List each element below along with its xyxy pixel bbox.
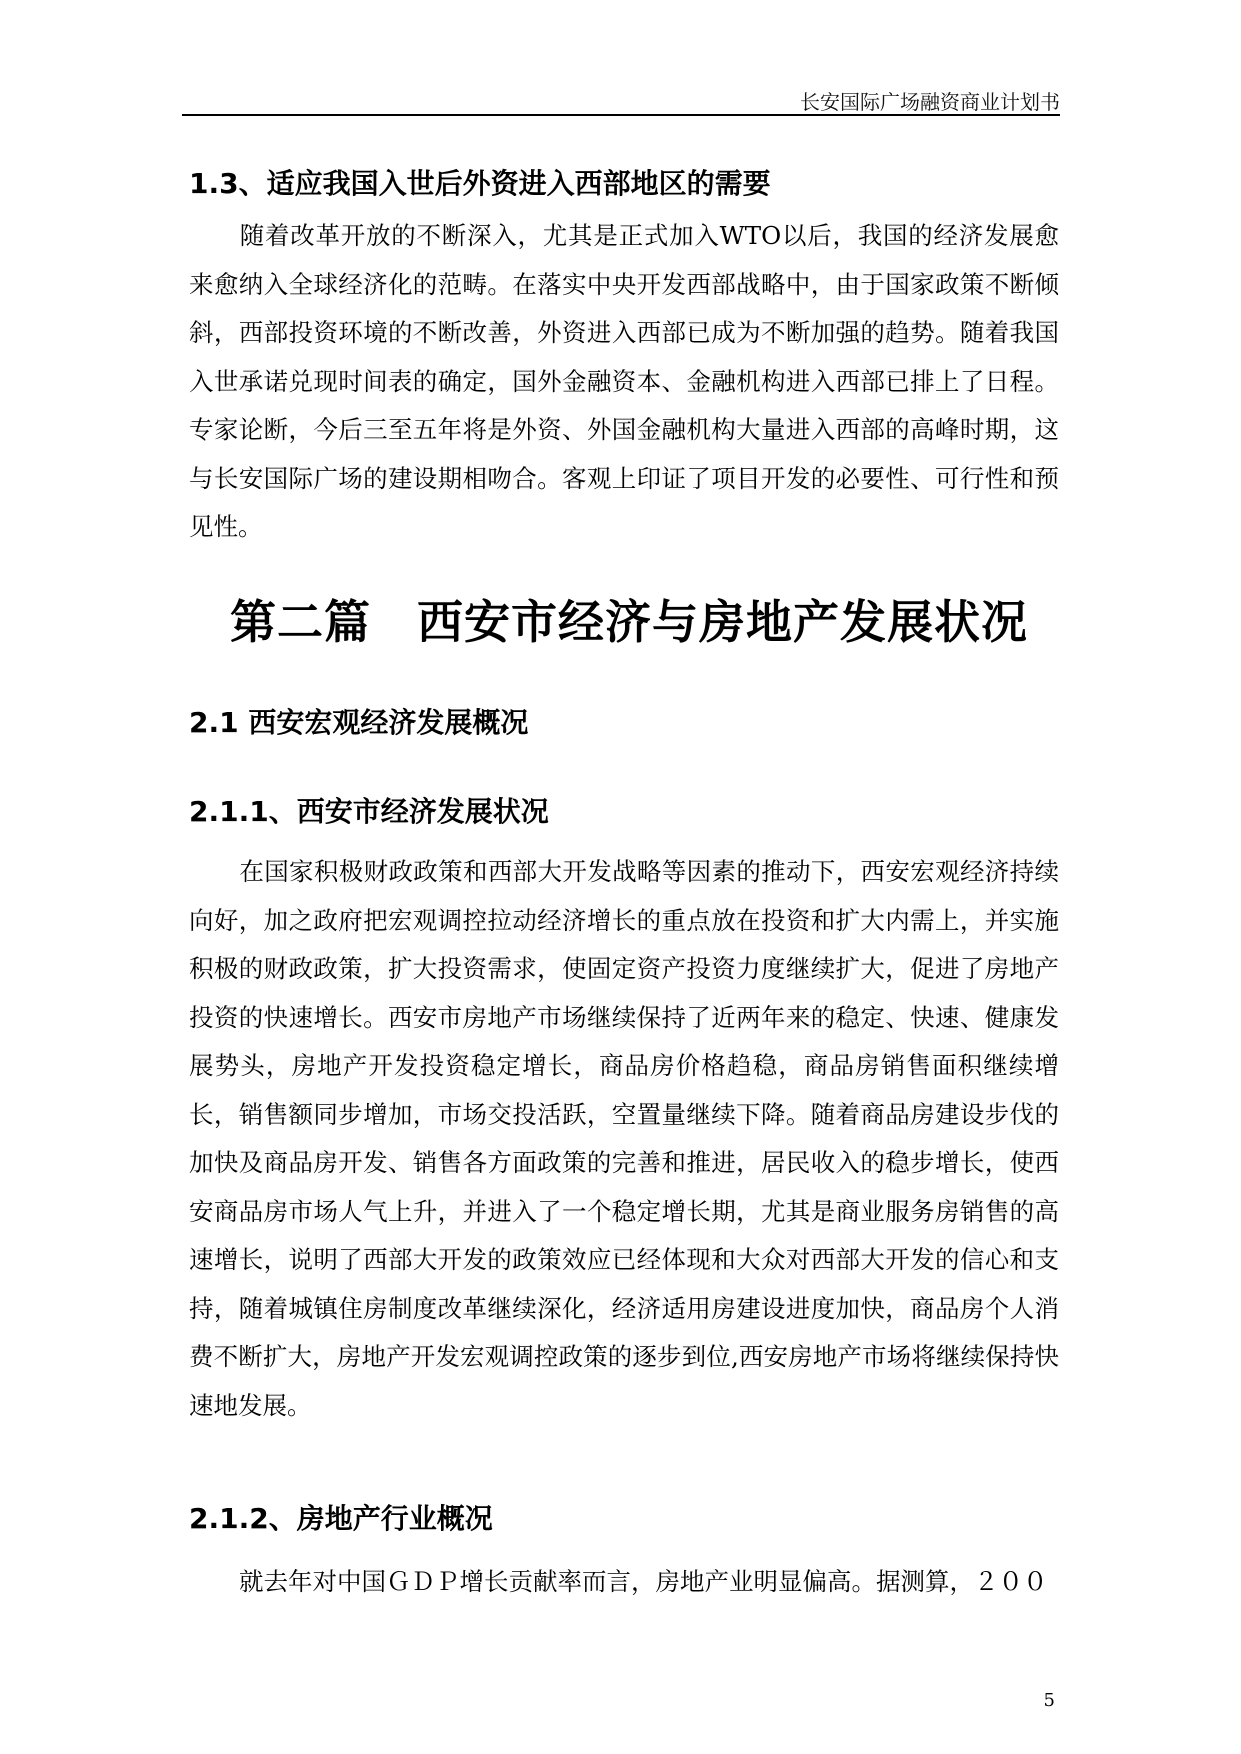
page-number: 5	[1043, 1690, 1055, 1711]
header-rule	[182, 114, 1060, 116]
section-1-3-heading: 1.3、适应我国入世后外资进入西部地区的需要	[189, 167, 771, 200]
section-1-3-paragraph	[189, 212, 1059, 552]
section-2-1-2-text: 就去年对中国ＧＤＰ增长贡献率而言，房地产业明显偏高。据测算，２００	[239, 1567, 1048, 1596]
part-2-title: 西安市经济与房地产发展状况	[417, 595, 1028, 649]
section-2-1-1-paragraph	[189, 848, 1059, 1430]
running-header: 长安国际广场融资商业计划书	[800, 90, 1060, 114]
section-2-1-2-paragraph	[189, 1558, 1059, 1607]
section-2-1-1-heading: 2.1.1、西安市经济发展状况	[189, 795, 549, 828]
part-2-label: 第二篇	[230, 595, 371, 649]
section-2-1-heading: 2.1 西安宏观经济发展概况	[189, 706, 529, 739]
part-2-heading	[230, 586, 1028, 652]
section-2-1-2-heading: 2.1.2、房地产行业概况	[189, 1502, 493, 1535]
section-2-1-1-text: 在国家积极财政政策和西部大开发战略等因素的推动下，西安宏观经济持续向好，加之政府把宏观调控拉动经济增长的重点放在投资和扩大内需上，并实施积极的财政政策，扩大投资需求，使固定资产投资力度继续扩大，促进了房地产投资的快速增长。西安市房地产市场继续保持了近两年来的稳定、快速、健康发展势头，房地产开发投资稳定增长，商品房价格趋稳，商品房销售面积继续增长，销售额同步增加，市场交投活跃，空置量继续下降。随着商品房建设步伐的加快及商品房开发、销售各方面政策的完善和推进，居民收入的稳步增长，使西安商品房市场人气上升，并进入了一个稳定增长期，尤其是商业服务房销售的高速增长，说明了西部大开发的政策效应已经体现和大众对西部大开发的信心和支持，随着城镇住房制度改革继续深化，经济适用房建设进度加快，商品房个人消费不断扩大，房地产开发宏观调控政策的逐步到位,西安房地产市场将继续保持快速地发展。	[189, 857, 1059, 1420]
section-1-3-text: 随着改革开放的不断深入，尤其是正式加入WTO以后，我国的经济发展愈来愈纳入全球经济化的范畴。在落实中央开发西部战略中，由于国家政策不断倾斜，西部投资环境的不断改善，外资进入西部已成为不断加强的趋势。随着我国入世承诺兑现时间表的确定，国外金融资本、金融机构进入西部已排上了日程。专家论断，今后三至五年将是外资、外国金融机构大量进入西部的高峰时期，这与长安国际广场的建设期相吻合。客观上印证了项目开发的必要性、可行性和预见性。	[189, 221, 1059, 541]
